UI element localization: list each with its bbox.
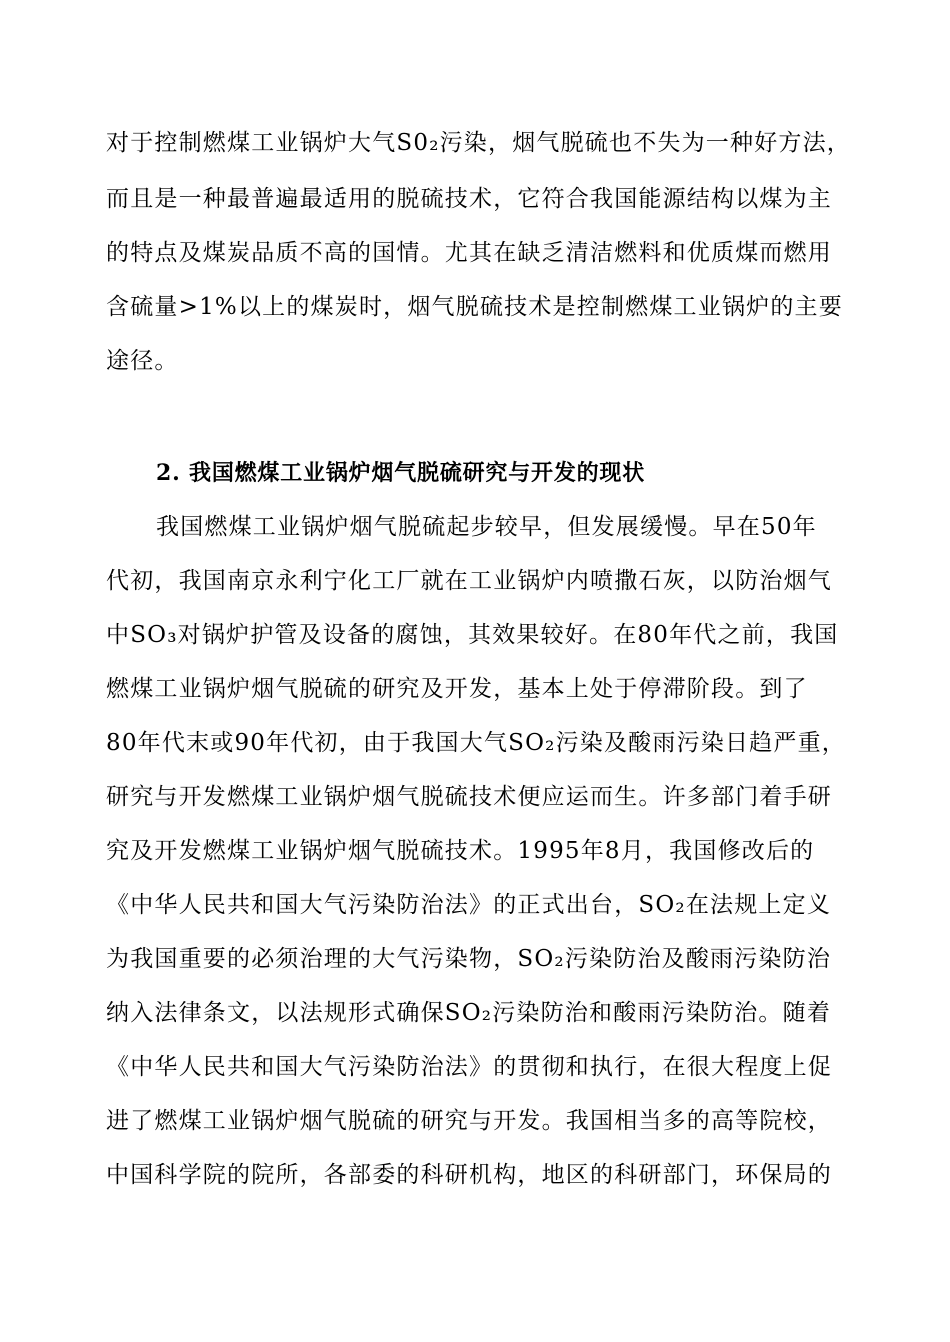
paragraph-2-line-6: 研究与开发燃煤工业锅炉烟气脱硫技术便应运而生。许多部门着手研 <box>106 784 832 810</box>
paragraph-1-line-3: 的特点及煤炭品质不高的国情。尤其在缺乏清洁燃料和优质煤而燃用 <box>106 240 832 266</box>
paragraph-2-line-5: 80年代末或90年代初，由于我国大气SO₂污染及酸雨污染日趋严重， <box>106 730 846 756</box>
paragraph-2-line-9: 为我国重要的必须治理的大气污染物，SO₂污染防治及酸雨污染防治 <box>106 946 832 972</box>
paragraph-1-line-5: 途径。 <box>106 348 179 374</box>
section-heading: 2. 我国燃煤工业锅炉烟气脱硫研究与开发的现状 <box>156 460 646 486</box>
paragraph-1-line-4: 含硫量>1%以上的煤炭时，烟气脱硫技术是控制燃煤工业锅炉的主要 <box>106 294 843 320</box>
paragraph-2-line-13: 中国科学院的院所，各部委的科研机构，地区的科研部门，环保局的 <box>106 1162 832 1188</box>
paragraph-2-line-11: 《中华人民共和国大气污染防治法》的贯彻和执行，在很大程度上促 <box>106 1054 832 1080</box>
paragraph-2-line-2: 代初，我国南京永利宁化工厂就在工业锅炉内喷撒石灰，以防治烟气 <box>106 568 832 594</box>
paragraph-2-line-10: 纳入法律条文，以法规形式确保SO₂污染防治和酸雨污染防治。随着 <box>106 1000 832 1026</box>
paragraph-1-line-1: 对于控制燃煤工业锅炉大气S0₂污染，烟气脱硫也不失为一种好方法， <box>106 130 852 156</box>
paragraph-2-line-7: 究及开发燃煤工业锅炉烟气脱硫技术。1995年8月，我国修改后的 <box>106 838 815 864</box>
paragraph-2-line-3: 中SO₃对锅炉护管及设备的腐蚀，其效果较好。在80年代之前，我国 <box>106 622 839 648</box>
paragraph-2-line-8: 《中华人民共和国大气污染防治法》的正式出台，SO₂在法规上定义 <box>106 892 832 918</box>
paragraph-2-line-4: 燃煤工业锅炉烟气脱硫的研究及开发，基本上处于停滞阶段。到了 <box>106 676 808 702</box>
paragraph-2-line-1: 我国燃煤工业锅炉烟气脱硫起步较早，但发展缓慢。早在50年 <box>156 514 817 540</box>
paragraph-2-line-12: 进了燃煤工业锅炉烟气脱硫的研究与开发。我国相当多的高等院校， <box>106 1108 832 1134</box>
paragraph-1-line-2: 而且是一种最普遍最适用的脱硫技术，它符合我国能源结构以煤为主 <box>106 186 832 212</box>
